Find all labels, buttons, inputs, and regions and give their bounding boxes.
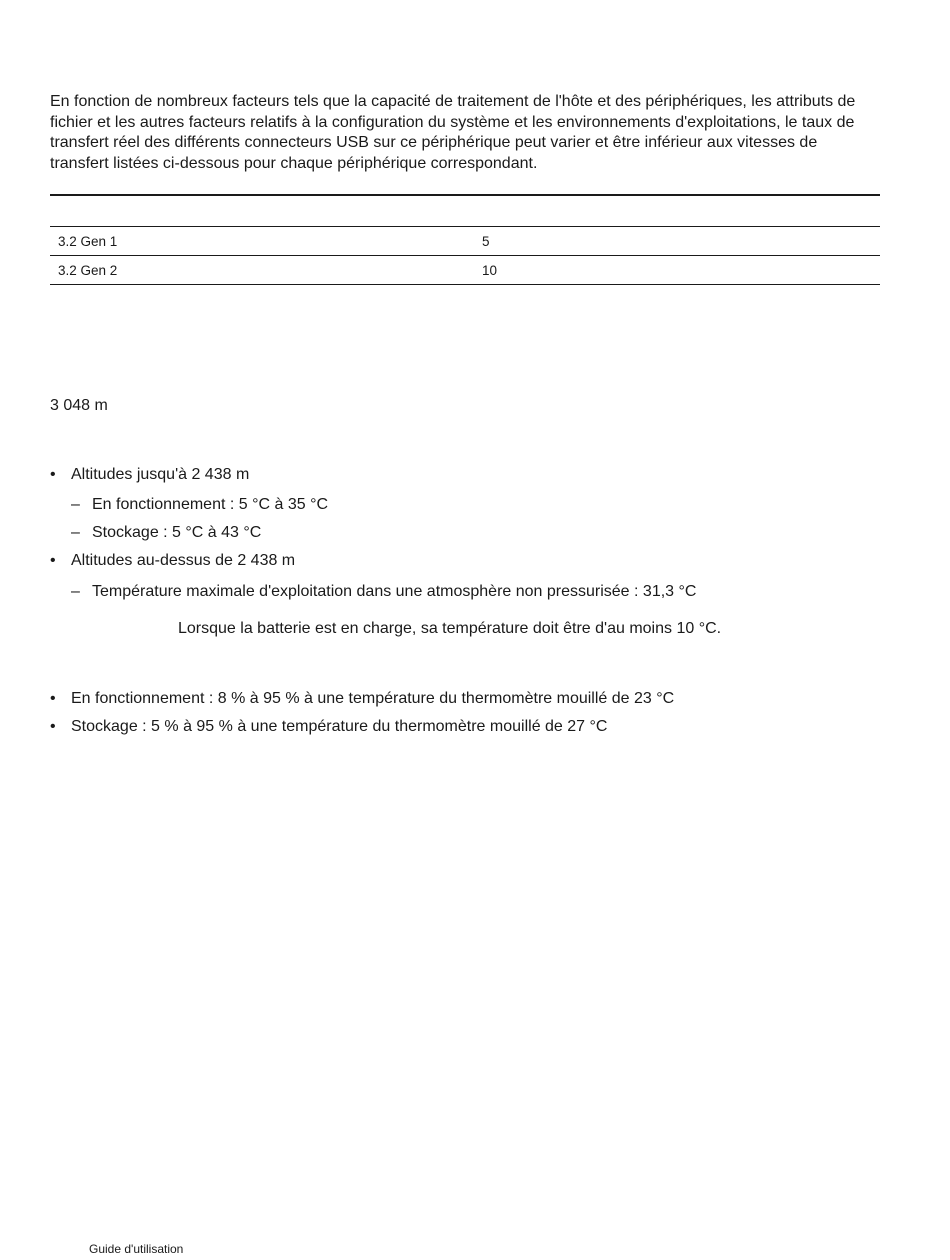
list-item bbox=[50, 551, 295, 571]
list-item bbox=[50, 717, 607, 737]
table-top-rule bbox=[50, 194, 880, 196]
dash-icon: – bbox=[71, 496, 80, 513]
humidity-list-operating bbox=[50, 689, 674, 709]
storage-temperature: Stockage : 5 °C à 43 °C bbox=[92, 524, 262, 541]
bullet-icon: • bbox=[50, 552, 56, 569]
temperature-list-above bbox=[50, 551, 295, 571]
storage-humidity: Stockage : 5 % à 95 % à une température du thermomètre mouillé de 27 °C bbox=[71, 718, 608, 735]
operating-humidity: En fonctionnement : 8 % à 95 % à une température du thermomètre mouillé de 23 °C bbox=[71, 690, 675, 707]
list-item bbox=[50, 465, 249, 485]
usb-version-cell: 3.2 Gen 1 bbox=[50, 227, 474, 256]
max-altitude-value: 3 048 m bbox=[50, 397, 108, 414]
altitude-below-label: Altitudes jusqu'à 2 438 m bbox=[71, 466, 250, 483]
transfer-speed-cell: 10 bbox=[474, 256, 880, 285]
altitude-above-label: Altitudes au-dessus de 2 438 m bbox=[71, 552, 296, 569]
temperature-list-below bbox=[50, 465, 249, 485]
max-operating-temperature: Température maximale d'exploitation dans une atmosphère non pressurisée : 31,3 °C bbox=[92, 583, 697, 600]
list-item bbox=[50, 689, 674, 709]
list-item bbox=[71, 582, 696, 602]
usb-version-cell: 3.2 Gen 2 bbox=[50, 256, 474, 285]
dash-icon: – bbox=[71, 524, 80, 541]
temperature-sublist-above bbox=[71, 582, 696, 602]
humidity-list-storage bbox=[50, 717, 607, 737]
list-item bbox=[71, 495, 328, 515]
bullet-icon: • bbox=[50, 690, 56, 707]
table-row bbox=[50, 227, 880, 256]
operating-temperature: En fonctionnement : 5 °C à 35 °C bbox=[92, 496, 329, 513]
transfer-speed-cell: 5 bbox=[474, 227, 880, 256]
temperature-sublist-below-operating bbox=[71, 495, 328, 515]
dash-icon: – bbox=[71, 583, 80, 600]
usb-transfer-rate-paragraph: En fonction de nombreux facteurs tels que la capacité de traitement de l'hôte et des périphériques, les attributs de fichier et les autres facteurs relatifs à la configuration du système et les environnements d'exploitations, le taux de transfert réel des différents connecteurs USB sur ce périphérique peut varier et être inférieur aux vitesses de transfert listées ci-dessous pour chaque périphérique correspondant. bbox=[50, 93, 856, 172]
bullet-icon: • bbox=[50, 718, 56, 735]
table-row bbox=[50, 256, 880, 285]
bullet-icon: • bbox=[50, 466, 56, 483]
page-footer: Guide d'utilisation bbox=[89, 1242, 184, 1256]
temperature-sublist-below-storage bbox=[71, 523, 261, 543]
battery-charging-note: Lorsque la batterie est en charge, sa température doit être d'au moins 10 °C. bbox=[178, 620, 722, 637]
usb-speed-table bbox=[50, 226, 880, 285]
list-item bbox=[71, 523, 261, 543]
